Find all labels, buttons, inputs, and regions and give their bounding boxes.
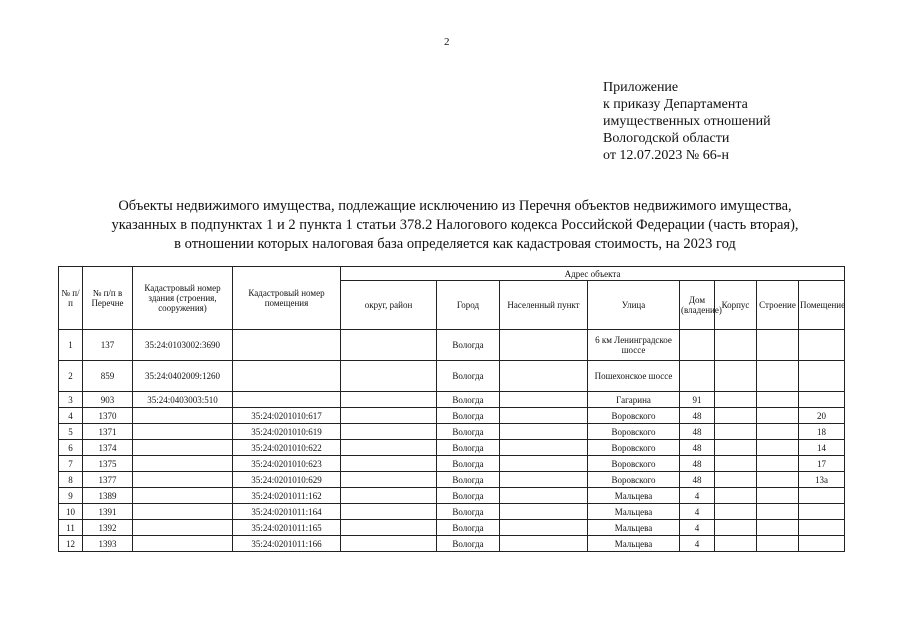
cell-house: 4 (680, 504, 715, 520)
cell-list-num: 1389 (83, 488, 133, 504)
cell-list-num: 1374 (83, 440, 133, 456)
header-stroenie: Строение (757, 281, 799, 330)
cell-korpus (715, 392, 757, 408)
cell-korpus (715, 536, 757, 552)
cell-street: Пошехонское шоссе (588, 361, 680, 392)
cell-list-num: 859 (83, 361, 133, 392)
cell-room (799, 488, 845, 504)
cell-street: Мальцева (588, 488, 680, 504)
cell-num: 6 (59, 440, 83, 456)
cell-settlement (500, 536, 588, 552)
cell-settlement (500, 424, 588, 440)
table-row (59, 504, 845, 520)
header-address: Адрес объекта (341, 267, 845, 281)
header-room: Помещение (799, 281, 845, 330)
cell-korpus (715, 504, 757, 520)
cell-street: Воровского (588, 456, 680, 472)
cell-district (341, 520, 437, 536)
header-house: Дом (владение) (680, 281, 715, 330)
cell-stroenie (757, 456, 799, 472)
header-city: Город (437, 281, 500, 330)
appendix-line: Приложение (603, 80, 679, 95)
cell-district (341, 361, 437, 392)
cell-settlement (500, 330, 588, 361)
table-row (59, 520, 845, 536)
cell-settlement (500, 392, 588, 408)
document-title (40, 197, 870, 254)
title-line: Объекты недвижимого имущества, подлежащие исключению из Перечня объектов недвижимого имущества, (118, 198, 792, 214)
cell-room (799, 536, 845, 552)
cell-num: 12 (59, 536, 83, 552)
cell-street: 6 км Ленинградское шоссе (588, 330, 680, 361)
header-korpus: Корпус (715, 281, 757, 330)
cell-building-cad (133, 456, 233, 472)
table-row (59, 361, 845, 392)
cell-district (341, 488, 437, 504)
cell-stroenie (757, 504, 799, 520)
title-line: указанных в подпунктах 1 и 2 пункта 1 статьи 378.2 Налогового кодекса Российской Федерации (часть вторая), (111, 217, 799, 233)
cell-room-cad: 35:24:0201010:629 (233, 472, 341, 488)
cell-district (341, 536, 437, 552)
cell-city: Вологда (437, 424, 500, 440)
cell-num: 7 (59, 456, 83, 472)
cell-stroenie (757, 392, 799, 408)
cell-settlement (500, 520, 588, 536)
table-row (59, 488, 845, 504)
cell-list-num: 1392 (83, 520, 133, 536)
cell-house: 48 (680, 456, 715, 472)
cell-street: Воровского (588, 408, 680, 424)
table-row (59, 392, 845, 408)
cell-city: Вологда (437, 536, 500, 552)
cell-district (341, 456, 437, 472)
cell-building-cad: 35:24:0103002:3690 (133, 330, 233, 361)
table-row (59, 440, 845, 456)
cell-building-cad (133, 488, 233, 504)
cell-room-cad: 35:24:0201010:622 (233, 440, 341, 456)
cell-num: 4 (59, 408, 83, 424)
cell-num: 3 (59, 392, 83, 408)
cell-building-cad (133, 424, 233, 440)
header-district: округ, район (341, 281, 437, 330)
cell-room-cad: 35:24:0201010:619 (233, 424, 341, 440)
cell-list-num: 903 (83, 392, 133, 408)
cell-street: Воровского (588, 472, 680, 488)
cell-num: 2 (59, 361, 83, 392)
cell-room (799, 361, 845, 392)
cell-city: Вологда (437, 392, 500, 408)
cell-building-cad (133, 440, 233, 456)
cell-city: Вологда (437, 440, 500, 456)
cell-building-cad (133, 408, 233, 424)
page-number: 2 (444, 36, 450, 48)
cell-house: 91 (680, 392, 715, 408)
cell-district (341, 504, 437, 520)
cell-street: Воровского (588, 440, 680, 456)
cell-korpus (715, 472, 757, 488)
cell-room-cad (233, 330, 341, 361)
cell-stroenie (757, 440, 799, 456)
cell-room-cad: 35:24:0201011:166 (233, 536, 341, 552)
cell-district (341, 392, 437, 408)
appendix-line: к приказу Департамента (603, 97, 748, 112)
cell-city: Вологда (437, 488, 500, 504)
cell-district (341, 472, 437, 488)
cell-room-cad: 35:24:0201010:623 (233, 456, 341, 472)
header-list-num: № п/п в Перечне (83, 267, 133, 330)
cell-korpus (715, 488, 757, 504)
cell-room: 17 (799, 456, 845, 472)
cell-settlement (500, 361, 588, 392)
cell-house: 48 (680, 440, 715, 456)
appendix-line: от 12.07.2023 № 66-н (603, 148, 729, 163)
cell-building-cad (133, 536, 233, 552)
cell-street: Мальцева (588, 536, 680, 552)
appendix-line: имущественных отношений (603, 114, 771, 129)
title-line: в отношении которых налоговая база определяется как кадастровая стоимость, на 2023 год (174, 236, 736, 252)
cell-building-cad (133, 504, 233, 520)
cell-stroenie (757, 330, 799, 361)
cell-korpus (715, 424, 757, 440)
cell-building-cad (133, 472, 233, 488)
cell-korpus (715, 361, 757, 392)
header-room-cadastral: Кадастровый номер помещения (233, 267, 341, 330)
cell-district (341, 424, 437, 440)
header-street: Улица (588, 281, 680, 330)
cell-street: Мальцева (588, 504, 680, 520)
cell-city: Вологда (437, 520, 500, 536)
table-row (59, 536, 845, 552)
table-row (59, 330, 845, 361)
cell-city: Вологда (437, 330, 500, 361)
cell-settlement (500, 408, 588, 424)
cell-street: Воровского (588, 424, 680, 440)
cell-korpus (715, 330, 757, 361)
header-num: № п/п (59, 267, 83, 330)
cell-house (680, 361, 715, 392)
cell-num: 1 (59, 330, 83, 361)
cell-list-num: 1393 (83, 536, 133, 552)
cell-list-num: 1371 (83, 424, 133, 440)
cell-korpus (715, 520, 757, 536)
cell-list-num: 1375 (83, 456, 133, 472)
objects-table (58, 266, 845, 552)
cell-city: Вологда (437, 408, 500, 424)
cell-room-cad: 35:24:0201010:617 (233, 408, 341, 424)
cell-settlement (500, 456, 588, 472)
cell-district (341, 408, 437, 424)
cell-street: Гагарина (588, 392, 680, 408)
cell-room: 13а (799, 472, 845, 488)
cell-korpus (715, 456, 757, 472)
cell-settlement (500, 488, 588, 504)
cell-district (341, 440, 437, 456)
cell-korpus (715, 440, 757, 456)
cell-room (799, 504, 845, 520)
cell-room: 18 (799, 424, 845, 440)
appendix-line: Вологодской области (603, 131, 730, 146)
cell-house (680, 330, 715, 361)
cell-district (341, 330, 437, 361)
cell-stroenie (757, 536, 799, 552)
cell-num: 9 (59, 488, 83, 504)
table-row (59, 424, 845, 440)
header-settlement: Населенный пункт (500, 281, 588, 330)
cell-city: Вологда (437, 504, 500, 520)
cell-stroenie (757, 424, 799, 440)
cell-room-cad: 35:24:0201011:162 (233, 488, 341, 504)
cell-room-cad: 35:24:0201011:164 (233, 504, 341, 520)
cell-house: 4 (680, 488, 715, 504)
cell-room (799, 520, 845, 536)
cell-room (799, 330, 845, 361)
cell-settlement (500, 440, 588, 456)
cell-settlement (500, 472, 588, 488)
cell-korpus (715, 408, 757, 424)
cell-stroenie (757, 408, 799, 424)
cell-settlement (500, 504, 588, 520)
cell-building-cad: 35:24:0402009:1260 (133, 361, 233, 392)
cell-num: 11 (59, 520, 83, 536)
cell-room-cad: 35:24:0201011:165 (233, 520, 341, 536)
cell-house: 4 (680, 520, 715, 536)
cell-street: Мальцева (588, 520, 680, 536)
appendix-block (603, 79, 771, 164)
cell-house: 48 (680, 424, 715, 440)
cell-room-cad (233, 392, 341, 408)
cell-num: 8 (59, 472, 83, 488)
cell-house: 48 (680, 408, 715, 424)
cell-num: 10 (59, 504, 83, 520)
cell-house: 48 (680, 472, 715, 488)
cell-list-num: 137 (83, 330, 133, 361)
cell-stroenie (757, 361, 799, 392)
cell-building-cad (133, 520, 233, 536)
table-row (59, 456, 845, 472)
cell-list-num: 1370 (83, 408, 133, 424)
cell-city: Вологда (437, 361, 500, 392)
table-row (59, 472, 845, 488)
cell-room: 20 (799, 408, 845, 424)
cell-city: Вологда (437, 456, 500, 472)
cell-stroenie (757, 472, 799, 488)
cell-house: 4 (680, 536, 715, 552)
cell-room (799, 392, 845, 408)
table-row (59, 408, 845, 424)
cell-room: 14 (799, 440, 845, 456)
cell-stroenie (757, 488, 799, 504)
cell-list-num: 1377 (83, 472, 133, 488)
cell-building-cad: 35:24:0403003:510 (133, 392, 233, 408)
header-building-cadastral: Кадастровый номер здания (строения, сооружения) (133, 267, 233, 330)
cell-city: Вологда (437, 472, 500, 488)
cell-num: 5 (59, 424, 83, 440)
cell-list-num: 1391 (83, 504, 133, 520)
cell-room-cad (233, 361, 341, 392)
cell-stroenie (757, 520, 799, 536)
